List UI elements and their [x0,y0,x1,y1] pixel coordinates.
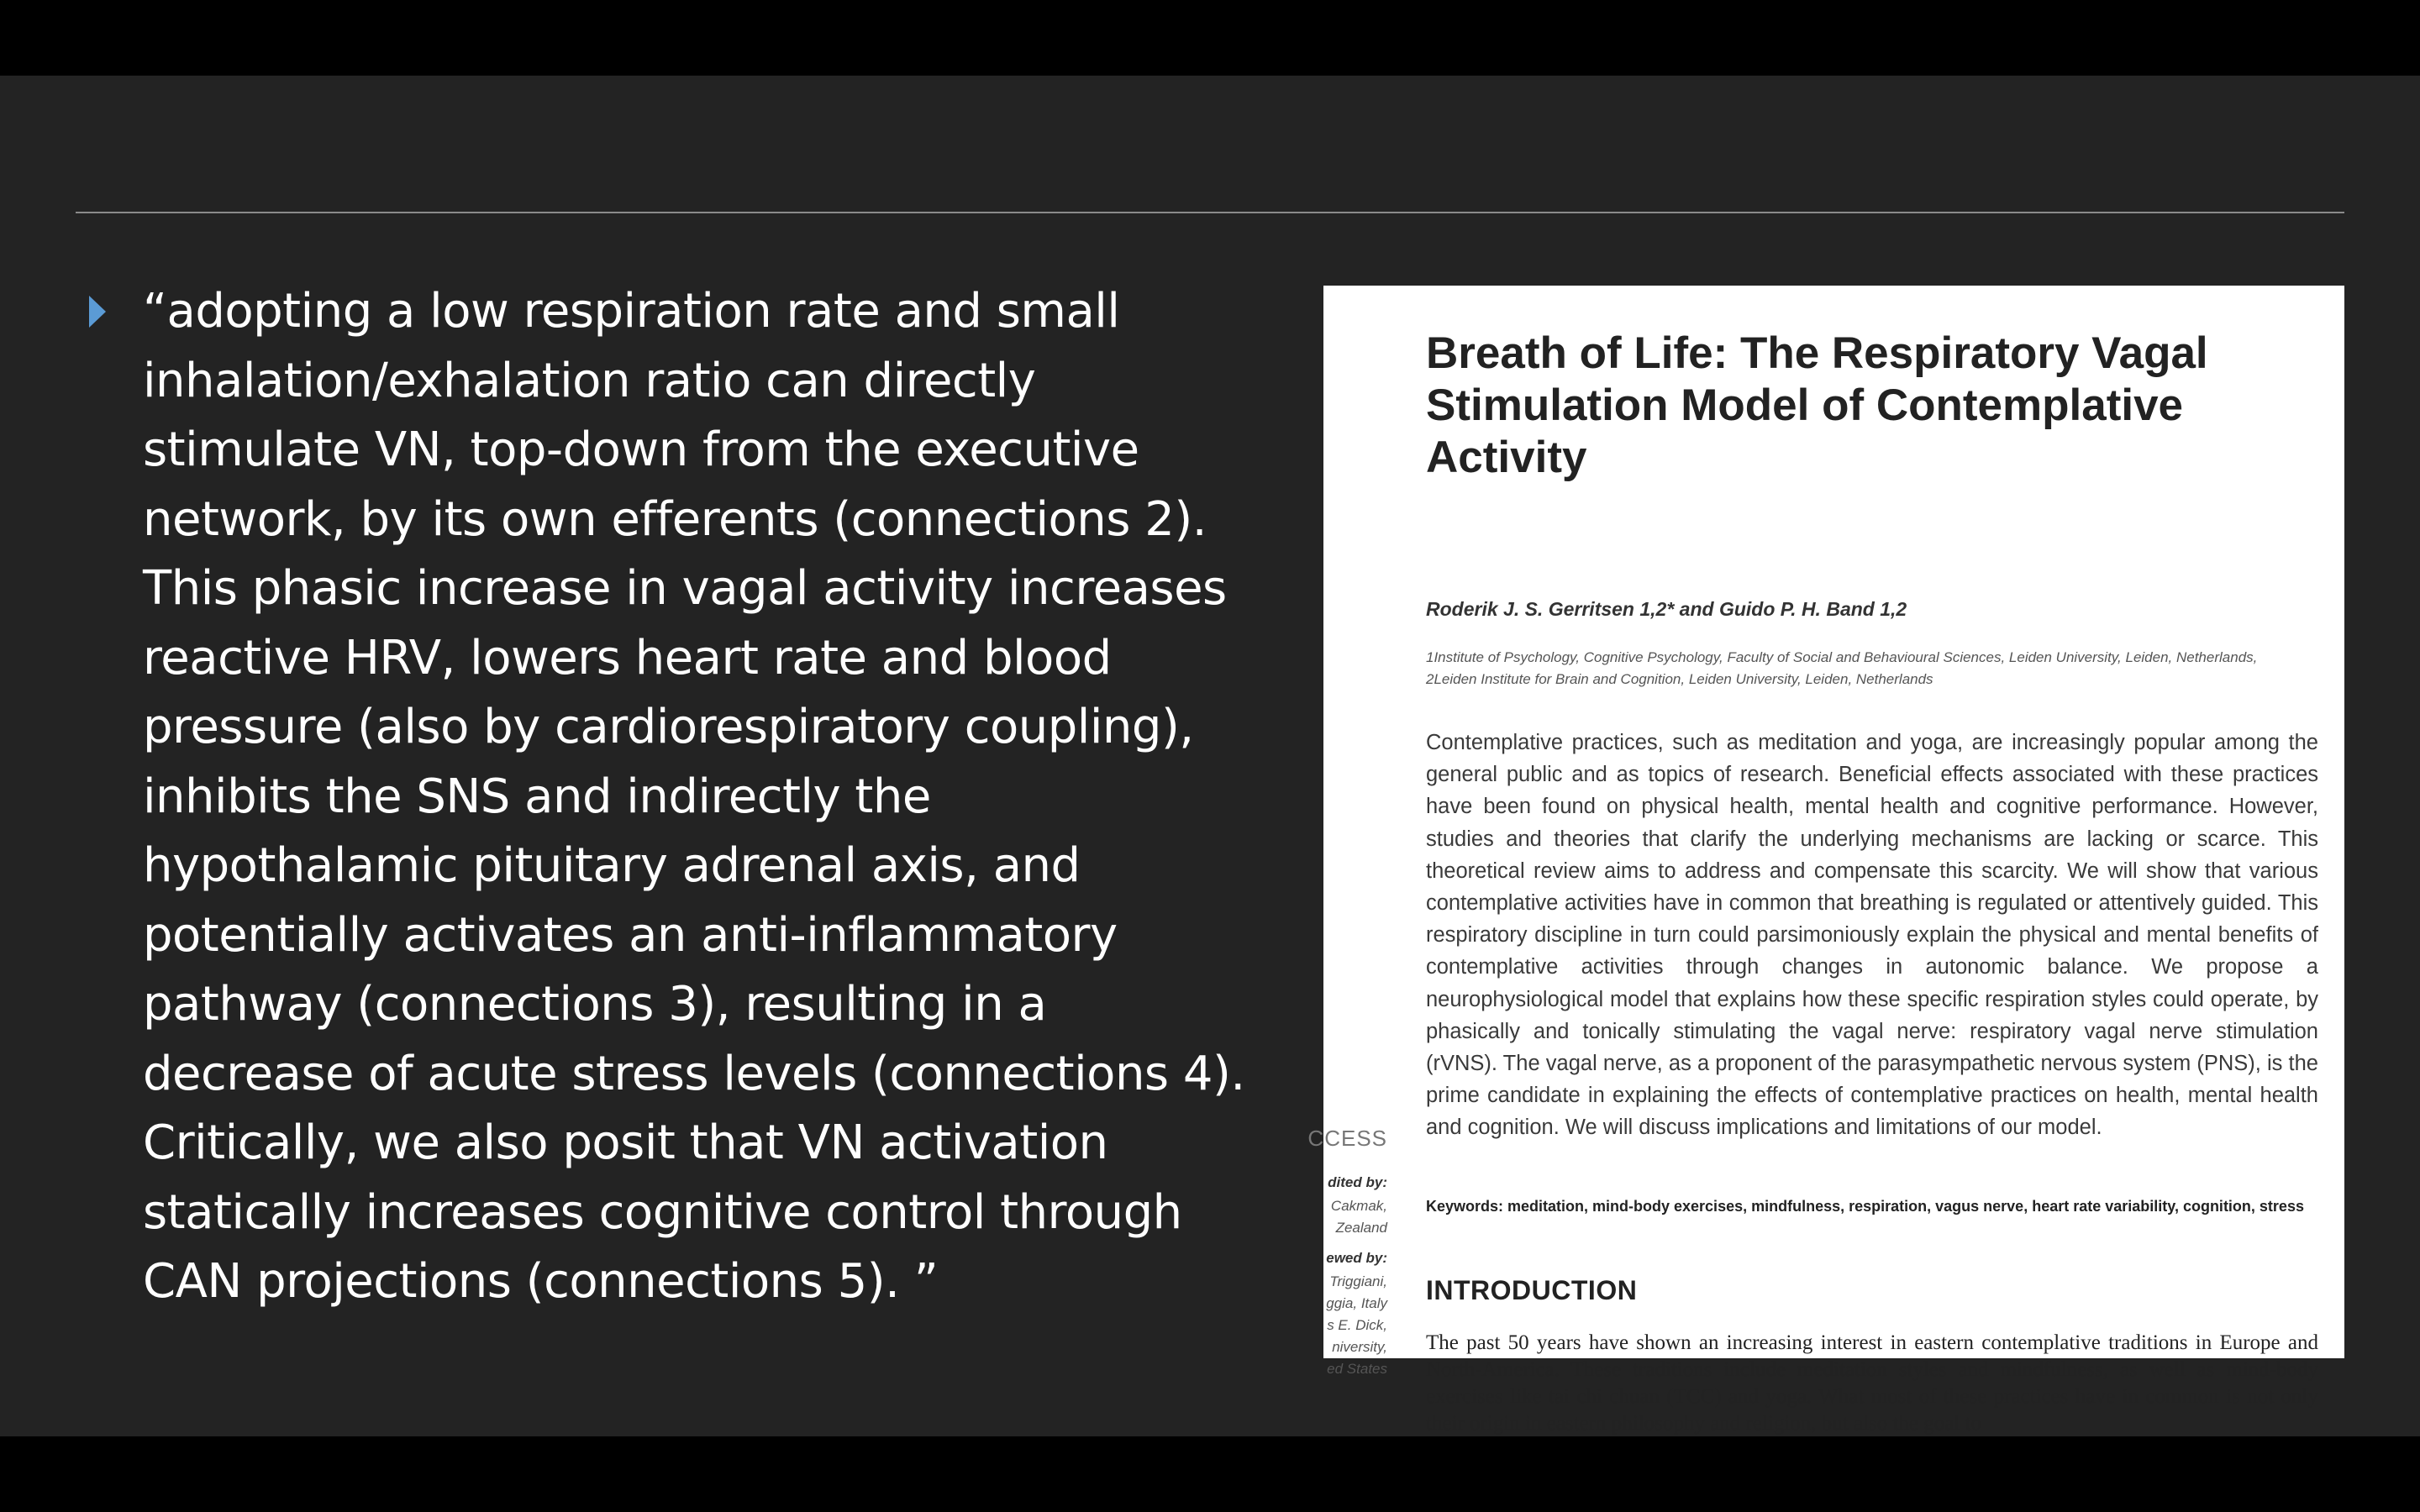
title-divider-line [76,212,2344,213]
presentation-slide [0,76,2420,1436]
sidebar-reviewed-label: ewed by: [1326,1250,1387,1266]
sidebar-reviewed-2: ggia, Italy [1326,1295,1387,1311]
sidebar-edited-label: dited by: [1328,1174,1387,1190]
paper-intro-text: The past 50 years have shown an increasing interest in eastern contemplative traditions in Europe and North-America. These traditions include meditation styles and mindfulness, as well as mind-body exercises like tai chi chuan (TCC) and yoga. What most of these practices have in common is not only their origin in eastern philosophy and religion, but also the goal to [1426,1331,2318,1435]
paper-intro-heading: INTRODUCTION [1426,1275,1638,1305]
sidebar-reviewed-5: ed States [1327,1361,1387,1377]
quote-text: “adopting a low respiration rate and small inhalation/exhalation ratio can directly stimulate VN, top-down from the executive network, by its own efferents (connections 2). This phasic increase in vagal activity increases reactive HRV, lowers heart rate and blood pressure (also by cardiorespiratory coupling), inhibits the SNS and indirectly the hypothalamic pituitary adrenal axis, and potentially activates an anti-inflammatory pathway (connections 3), resulting in a decrease of acute stress levels (connections 4). Critically, we also posit that VN activation statically increases cognitive control through CAN projections (connections 5). ” [143,284,1245,1309]
paper-affiliations: 1Institute of Psychology, Cognitive Psychology, Faculty of Social and Behavioural Sciences, Leiden University, Leiden, Netherlands, 2Leiden Institute for Brain and Cognition, Leiden University, Leiden, Netherlands [1426,649,2258,687]
bullet-triangle-icon [89,296,106,328]
paper-excerpt-image [1307,286,2344,1435]
sidebar-reviewed-4: niversity, [1332,1339,1387,1355]
paper-abstract: Contemplative practices, such as meditation and yoga, are increasingly popular among the general public and as topics of research. Beneficial effects associated with these practices have been found on physical health, mental health and cognitive performance. However, studies and theories that clarify the underlying mechanisms are lacking or scarce. This theoretical review aims to address and compensate this scarcity. We will show that various contemplative activities have in common that breathing is regulated or attentively guided. This respiratory discipline in turn could parsimoniously explain the physical and mental benefits of contemplative activities through changes in autonomic balance. We propose a neurophysiological model that explains how these specific respiration styles could operate, by phasically and tonically stimulating the vagal nerve: respiratory vagal nerve stimulation (rVNS). The vagal nerve, as a proponent of the parasympathetic nervous system (PNS), is the prime candidate in explaining the effects of contemplative practices on health, mental health and cognition. We will discuss implications and limitations of our model. [1426,731,2318,1140]
sidebar-reviewed-1: Triggiani, [1329,1273,1387,1289]
paper-sidebar [1307,286,1387,1377]
sidebar-reviewed-3: s E. Dick, [1327,1317,1387,1333]
paper-title: Breath of Life: The Respiratory Vagal Stimulation Model of Contemplative Activity [1426,328,2208,482]
sidebar-access: CCESS [1307,1126,1387,1151]
paper-authors: Roderik J. S. Gerritsen 1,2* and Guido P. H. Band 1,2 [1426,598,1907,620]
paper-keywords: Keywords: meditation, mind-body exercises, mindfulness, respiration, vagus nerve, heart rate variability, cognition, stress [1426,1198,2304,1215]
sidebar-edited-2: Zealand [1335,1220,1387,1236]
sidebar-edited-1: Cakmak, [1330,1198,1387,1214]
